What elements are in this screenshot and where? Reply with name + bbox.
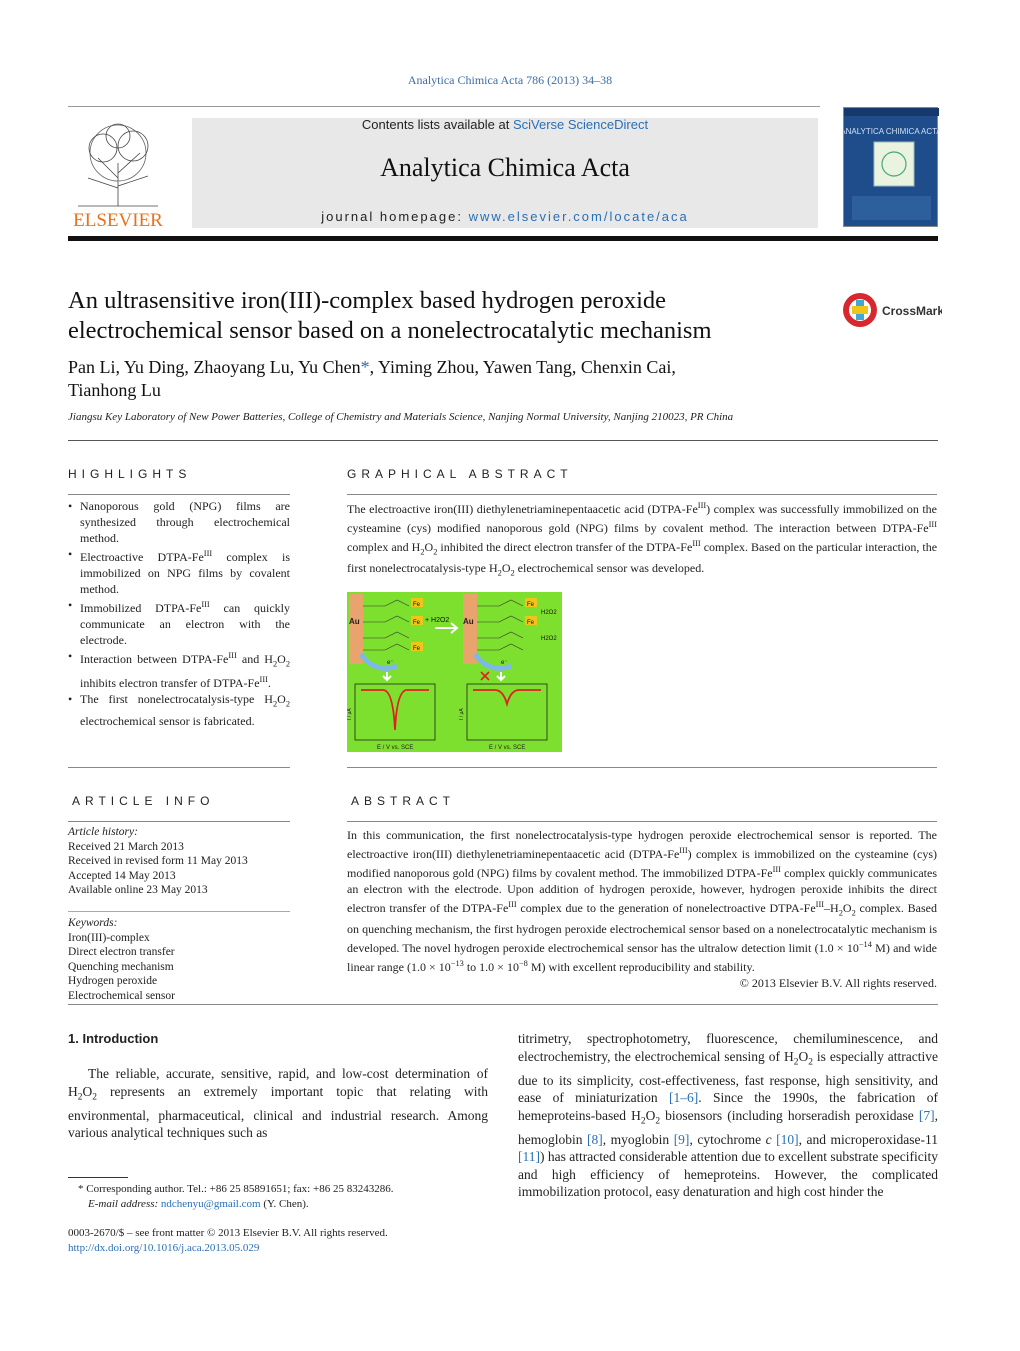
au-label-right: Au	[463, 617, 474, 626]
authors-line-2: Tianhong Lu	[68, 380, 161, 400]
article-info-heading: ARTICLE INFO	[72, 794, 215, 808]
citation-link[interactable]: [8]	[587, 1131, 603, 1147]
title-rule	[68, 440, 938, 441]
graphical-abstract-heading: GRAPHICAL ABSTRACT	[347, 467, 573, 481]
keyword-item: Quenching mechanism	[68, 960, 174, 973]
highlights-list	[68, 498, 290, 729]
highlight-item: • Interaction between DTPA-$Fe^{III}$ and $H_2O_2$ inhibits electron transfer of DTPA-$Fe^{III}$.	[68, 648, 290, 691]
highlights-rule	[68, 494, 290, 495]
corresponding-author-note: * Corresponding author. Tel.: +86 25 85891651; fax: +86 25 83243286.	[78, 1183, 394, 1195]
history-online: Available online 23 May 2013	[68, 884, 208, 896]
abstract-rule	[347, 821, 937, 822]
introduction-heading: 1. Introduction	[68, 1031, 159, 1046]
elsevier-wordmark: ELSEVIER	[73, 210, 163, 230]
crossmark-icon	[842, 290, 942, 330]
homepage-link[interactable]: www.elsevier.com/locate/aca	[468, 209, 689, 224]
article-history	[68, 825, 290, 898]
abstract-text: In this communication, the first nonelectrocatalysis-type hydrogen peroxide electrochemical sensor is reported. The electroactive iron(III) diethylenetriaminepentaacetic acid $(DTPA-Fe^{III})$ complex is immobilized on the cysteamine (cys) modified nanoporous gold (NPG) films by covalent method. The immobilized DTPA-$Fe^{III}$ complex quickly communicates an electron with the electrode. Upon addition of hydrogen peroxide, however, hydrogen peroxide inhibits the direct electron transfer of the DTPA-$Fe^{III}$ complex due to the generation of nonelectroactive DTPA-$Fe^{III}-H_2O_2$ complex. Based on quenching mechanism, the first hydrogen peroxide electrochemical sensor based on a nonelectrocatalytic mechanism is developed. The novel hydrogen peroxide electrochemical sensor has the ultralow detection limit ($1.0 \times 10^{-14}$ M) and wide linear range ($1.0 \times 10^{-13}$ to $1.0 \times 10^{-8}$ M) with excellent reproducibility and stability. © 2013 Elsevier B.V. All rights reserved.	[347, 828, 937, 991]
doi-link[interactable]: http://dx.doi.org/10.1016/j.aca.2013.05.029	[68, 1242, 260, 1254]
history-received: Received 21 March 2013	[68, 840, 184, 853]
homepage-label: journal homepage:	[321, 209, 469, 224]
svg-text:E / V vs. SCE: E / V vs. SCE	[377, 745, 414, 751]
introduction-left-column: The reliable, accurate, sensitive, rapid, and low-cost determination of $H_2O_2$ represents an extremely important topic that relating with environmental, pharmaceutical, clinical and industrial research. Among various analytical techniques such as	[68, 1066, 488, 1141]
elsevier-logo	[68, 118, 168, 230]
svg-text:I / μA: I / μA	[347, 708, 353, 720]
authors-line-1a: Pan Li, Yu Ding, Zhaoyang Lu, Yu Chen	[68, 357, 361, 377]
header-thick-rule	[68, 236, 938, 241]
block-cross	[481, 672, 489, 680]
svg-text:Fe: Fe	[413, 620, 421, 626]
ga-rule	[347, 494, 937, 495]
svg-text:e⁻: e⁻	[387, 660, 394, 666]
svg-text:Fe: Fe	[527, 620, 535, 626]
history-label: Article history:	[68, 826, 138, 838]
footnote-rule	[68, 1177, 128, 1178]
keyword-item: Iron(III)-complex	[68, 931, 150, 944]
reaction-arrow	[435, 623, 457, 633]
svg-text:e⁻: e⁻	[501, 660, 508, 666]
title-line-2: electrochemical sensor based on a nonelectrocatalytic mechanism	[68, 317, 712, 344]
journal-cover	[843, 107, 938, 227]
highlight-item: • Nanoporous gold (NPG) films are synthesized through electrochemical method.	[68, 498, 290, 546]
email-suffix: (Y. Chen).	[260, 1198, 309, 1210]
svg-text:Fe: Fe	[413, 602, 421, 608]
svg-text:H2O2: H2O2	[541, 636, 557, 642]
issn-line: 0003-2670/$ – see front matter © 2013 Elsevier B.V. All rights reserved.	[68, 1227, 388, 1239]
citation-link[interactable]: [1–6]	[668, 1090, 699, 1106]
svg-text:E / V vs. SCE: E / V vs. SCE	[489, 745, 526, 751]
highlight-item: • The first nonelectrocatalysis-type $H_2O_2$ electrochemical sensor is fabricated.	[68, 691, 290, 728]
svg-text:Fe: Fe	[413, 646, 421, 652]
voltammogram-right	[467, 684, 547, 740]
citation-link[interactable]: [11]	[518, 1149, 540, 1165]
homepage-line	[192, 209, 818, 224]
svg-text:H2O2: H2O2	[541, 610, 557, 616]
journal-name: Analytica Chimica Acta	[380, 153, 630, 182]
copyright-line: © 2013 Elsevier B.V. All rights reserved.	[739, 976, 937, 991]
contents-line	[192, 117, 818, 132]
graphical-abstract-text: The electroactive iron(III) diethylenetriaminepentaacetic acid $(DTPA-Fe^{III})$ complex was successfully immobilized on the cysteamine (cys) modified nanoporous gold (NPG) films by covalent method. The interaction between DTPA-$Fe^{III}$ complex and $H_2O_2$ inhibited the direct electron transfer of the DTPA-$Fe^{III}$ complex. Based on the particular interaction, the first nonelectrocatalysis-type $H_2O_2$ electrochemical sensor was developed.	[347, 501, 938, 578]
svg-text:Fe: Fe	[527, 602, 535, 608]
electrode-right	[463, 594, 477, 664]
title-line-1: An ultrasensitive iron(III)-complex based hydrogen peroxide	[68, 287, 667, 314]
highlights-heading: HIGHLIGHTS	[68, 467, 192, 481]
bottom-matter	[68, 1226, 568, 1256]
plus-h2o2-label: + H2O2	[425, 617, 450, 624]
voltammogram-left	[355, 684, 435, 740]
citation-link[interactable]: [7]	[918, 1107, 935, 1123]
corresponding-author-mark[interactable]: *	[360, 357, 370, 377]
keyword-item: Direct electron transfer	[68, 946, 175, 958]
keywords-rule	[68, 911, 290, 912]
email-link[interactable]: ndchenyu@gmail.com	[160, 1198, 261, 1210]
author-list	[68, 356, 788, 402]
sciencedirect-link[interactable]: SciVerse ScienceDirect	[512, 117, 649, 132]
history-accepted: Accepted 14 May 2013	[68, 869, 176, 882]
keyword-item: Hydrogen peroxide	[68, 975, 158, 987]
abstract-bottom-rule	[68, 1004, 938, 1005]
crossmark-badge[interactable]	[842, 290, 942, 330]
footnote	[68, 1182, 488, 1212]
keyword-item: Electrochemical sensor	[68, 989, 175, 1002]
cover-title: ANALYTICA CHIMICA ACTA	[844, 127, 939, 136]
article-info-rule	[68, 821, 290, 822]
history-revised: Received in revised form 11 May 2013	[68, 855, 248, 867]
authors-line-1b: , Yiming Zhou, Yawen Tang, Chenxin Cai,	[369, 357, 676, 377]
top-rule	[68, 106, 820, 107]
email-label: E-mail address:	[88, 1198, 161, 1210]
graphical-abstract-figure	[347, 592, 562, 752]
journal-reference[interactable]: Analytica Chimica Acta 786 (2013) 34–38	[407, 73, 613, 87]
keywords-label: Keywords:	[68, 917, 118, 929]
introduction-right-column: titrimetry, spectrophotometry, fluorescence, chemiluminescence, and electrochemistry, the electrochemical sensing of $H_2O_2$ is especially attractive due to its simplicity, cost-effectiveness, fast response, high sensitivity, and ease of miniaturization [1–6]. Since the 1990s, the fabrication of hemeproteins-based $H_2O_2$ biosensors (including horseradish peroxidase [7], hemoglobin [8], myoglobin [9], cytochrome c [10], and microperoxidase-11 [11]) has attracted considerable attention due to excellent substrate specificity and high efficiency of hemeproteins. However, the complicated immobilization protocol, easy denaturation and high cost hinder the	[518, 1031, 938, 1200]
contents-prefix: Contents lists available at	[361, 117, 513, 132]
electrode-left	[349, 594, 363, 664]
ga-bottom-rule	[347, 767, 937, 768]
citation-link[interactable]: [10]	[776, 1131, 799, 1147]
affiliation: Jiangsu Key Laboratory of New Power Batteries, College of Chemistry and Materials Science, Nanjing Normal University, Nanjing 210023, PR China	[68, 411, 734, 423]
highlight-item: • Immobilized DTPA-$Fe^{III}$ can quickly communicate an electron with the electrode.	[68, 597, 290, 648]
citation-link[interactable]: [9]	[673, 1131, 690, 1147]
au-label-left: Au	[349, 617, 360, 626]
keywords	[68, 916, 290, 1003]
highlight-item: • Electroactive DTPA-$Fe^{III}$ complex is immobilized on NPG films by covalent method.	[68, 546, 290, 597]
elsevier-tree-icon	[68, 118, 168, 230]
svg-text:I / μA: I / μA	[459, 708, 465, 720]
article-title	[68, 286, 788, 346]
highlights-bottom-rule	[68, 767, 290, 768]
abstract-heading: ABSTRACT	[351, 794, 456, 808]
crossmark-label: CrossMark	[882, 304, 942, 318]
